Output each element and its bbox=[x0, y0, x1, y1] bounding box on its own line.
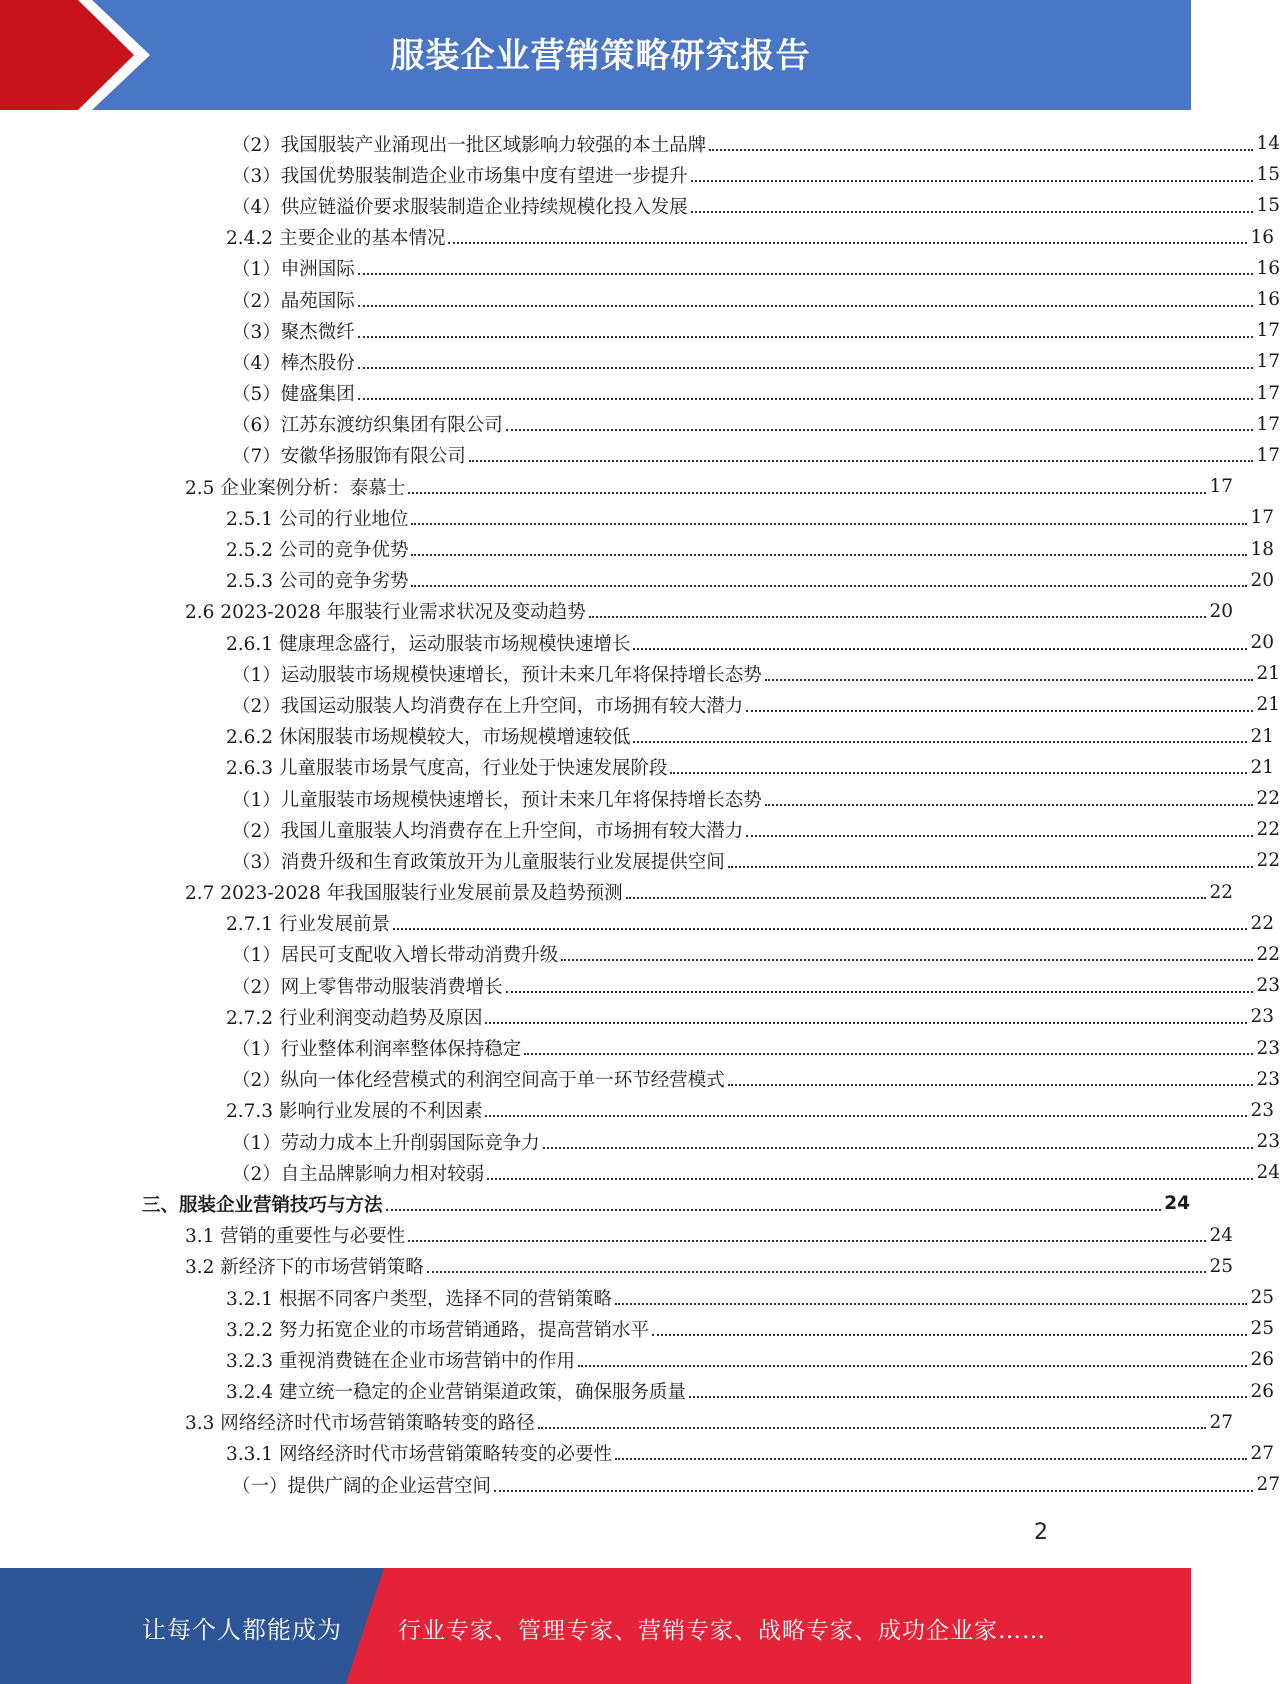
toc-dot-leader bbox=[487, 1178, 1253, 1180]
toc-entry[interactable] bbox=[0, 1376, 1274, 1407]
toc-entry-page: 20 bbox=[1250, 632, 1274, 654]
toc-dot-leader bbox=[578, 1365, 1247, 1367]
toc-entry-title: 3.2 新经济下的市场营销策略 bbox=[185, 1257, 424, 1279]
toc-entry-page: 14 bbox=[1256, 133, 1280, 155]
toc-dot-leader bbox=[408, 492, 1206, 494]
toc-dot-leader bbox=[485, 1022, 1247, 1024]
toc-entry-title: 2.7.1 行业发展前景 bbox=[226, 914, 390, 936]
toc-entry-page: 23 bbox=[1250, 1099, 1274, 1121]
toc-entry[interactable] bbox=[0, 159, 1280, 190]
toc-dot-leader bbox=[411, 523, 1247, 525]
toc-entry[interactable] bbox=[0, 1344, 1274, 1375]
toc-dot-leader bbox=[746, 835, 1253, 837]
toc-entry-title: （2）网上零售带动服装消费增长 bbox=[232, 976, 503, 998]
toc-entry-page: 16 bbox=[1250, 226, 1274, 248]
toc-entry-page: 17 bbox=[1256, 382, 1280, 404]
toc-entry[interactable] bbox=[0, 502, 1274, 533]
toc-dot-leader bbox=[358, 305, 1254, 307]
toc-dot-leader bbox=[485, 1115, 1247, 1117]
toc-entry-page: 27 bbox=[1250, 1442, 1274, 1464]
toc-entry-title: （2）我国运动服装人均消费存在上升空间，市场拥有较大潜力 bbox=[232, 695, 744, 717]
toc-entry[interactable] bbox=[0, 1220, 1233, 1251]
toc-entry[interactable] bbox=[0, 409, 1280, 440]
toc-dot-leader bbox=[728, 1084, 1254, 1086]
toc-dot-leader bbox=[652, 1334, 1247, 1336]
toc-dot-leader bbox=[765, 679, 1254, 681]
page-title: 服装企业营销策略研究报告 bbox=[390, 36, 811, 76]
toc-entry-title: 2.5.3 公司的竞争劣势 bbox=[226, 571, 409, 593]
toc-entry[interactable] bbox=[0, 596, 1233, 627]
toc-entry-title: （1）儿童服装市场规模快速增长，预计未来几年将保持增长态势 bbox=[232, 789, 762, 811]
toc-entry-page: 23 bbox=[1250, 1006, 1274, 1028]
toc-dot-leader bbox=[358, 367, 1254, 369]
toc-entry-page: 20 bbox=[1250, 569, 1274, 591]
footer-slogan-left: 让每个人都能成为 bbox=[142, 1616, 342, 1644]
toc-entry-title: （6）江苏东渡纺织集团有限公司 bbox=[232, 415, 503, 437]
toc-entry[interactable] bbox=[0, 440, 1280, 471]
toc-entry-page: 27 bbox=[1256, 1474, 1280, 1496]
toc-entry-title: （7）安徽华扬服饰有限公司 bbox=[232, 446, 466, 468]
toc-entry[interactable] bbox=[0, 689, 1280, 720]
toc-dot-leader bbox=[358, 336, 1254, 338]
toc-entry-title: （1）居民可支配收入增长带动消费升级 bbox=[232, 945, 559, 967]
toc-entry-title: （1）运动服装市场规模快速增长，预计未来几年将保持增长态势 bbox=[232, 664, 762, 686]
toc-entry-page: 15 bbox=[1256, 195, 1280, 217]
toc-entry-title: （3）我国优势服装制造企业市场集中度有望进一步提升 bbox=[232, 165, 688, 187]
toc-dot-leader bbox=[626, 897, 1207, 899]
toc-dot-leader bbox=[689, 1396, 1247, 1398]
toc-dot-leader bbox=[615, 1303, 1247, 1305]
toc-entry-page: 25 bbox=[1250, 1318, 1274, 1340]
toc-entry[interactable] bbox=[0, 1251, 1233, 1282]
toc-entry-title: （5）健盛集团 bbox=[232, 384, 355, 406]
toc-entry-title: 3.3.1 网络经济时代市场营销策略转变的必要性 bbox=[226, 1444, 612, 1466]
toc-entry-page: 25 bbox=[1250, 1287, 1274, 1309]
toc-entry[interactable] bbox=[0, 346, 1280, 377]
toc-dot-leader bbox=[386, 1209, 1162, 1211]
toc-entry[interactable] bbox=[0, 1407, 1233, 1438]
toc-dot-leader bbox=[670, 772, 1247, 774]
page-number: 2 bbox=[1034, 1520, 1048, 1545]
toc-dot-leader bbox=[691, 211, 1254, 213]
toc-entry-title: 2.6 2023-2028 年服装行业需求状况及变动趋势 bbox=[185, 602, 586, 624]
toc-entry-page: 22 bbox=[1256, 943, 1280, 965]
toc-entry-title: 2.4.2 主要企业的基本情况 bbox=[226, 228, 446, 250]
toc-entry-page: 26 bbox=[1250, 1380, 1274, 1402]
toc-dot-leader bbox=[358, 273, 1254, 275]
toc-entry-title: （4）棒杰股份 bbox=[232, 352, 355, 374]
toc-entry[interactable] bbox=[0, 752, 1274, 783]
toc-entry-page: 22 bbox=[1250, 912, 1274, 934]
toc-entry-page: 26 bbox=[1250, 1349, 1274, 1371]
toc-dot-leader bbox=[615, 1458, 1247, 1460]
toc-entry[interactable] bbox=[0, 315, 1280, 346]
toc-dot-leader bbox=[408, 1240, 1206, 1242]
toc-entry-title: （2）自主品牌影响力相对较弱 bbox=[232, 1163, 485, 1185]
toc-entry-title: （一）提供广阔的企业运营空间 bbox=[232, 1475, 492, 1497]
toc-entry[interactable] bbox=[0, 970, 1280, 1001]
toc-entry[interactable] bbox=[0, 939, 1280, 970]
toc-entry-title: （2）我国服装产业涌现出一批区域影响力较强的本土品牌 bbox=[232, 134, 707, 156]
toc-entry-page: 22 bbox=[1256, 850, 1280, 872]
toc-dot-leader bbox=[427, 1271, 1207, 1273]
toc-entry-page: 23 bbox=[1256, 1068, 1280, 1090]
toc-dot-leader bbox=[589, 616, 1207, 618]
toc-dot-leader bbox=[633, 741, 1247, 743]
toc-entry[interactable] bbox=[0, 658, 1280, 689]
toc-entry-title: 2.6.1 健康理念盛行，运动服装市场规模快速增长 bbox=[226, 633, 631, 655]
toc-dot-leader bbox=[393, 928, 1247, 930]
toc-entry[interactable] bbox=[0, 471, 1233, 502]
toc-dot-leader bbox=[765, 804, 1254, 806]
toc-entry[interactable] bbox=[0, 378, 1280, 409]
toc-entry-page: 16 bbox=[1256, 289, 1280, 311]
toc-entry-page: 21 bbox=[1250, 756, 1274, 778]
toc-entry-title: （2）我国儿童服装人均消费存在上升空间，市场拥有较大潜力 bbox=[232, 820, 744, 842]
toc-entry-page: 24 bbox=[1256, 1162, 1280, 1184]
toc-entry[interactable] bbox=[0, 1469, 1280, 1500]
toc-entry-title: 2.7 2023-2028 年我国服装行业发展前景及趋势预测 bbox=[185, 883, 623, 905]
toc-entry-page: 17 bbox=[1256, 444, 1280, 466]
toc-entry[interactable] bbox=[0, 1313, 1274, 1344]
toc-entry[interactable] bbox=[0, 253, 1280, 284]
toc-entry-title: 2.7.3 影响行业发展的不利因素 bbox=[226, 1101, 483, 1123]
toc-entry-page: 22 bbox=[1256, 788, 1280, 810]
toc-dot-leader bbox=[469, 460, 1254, 462]
toc-entry-page: 24 bbox=[1209, 1224, 1233, 1246]
toc-entry[interactable] bbox=[0, 908, 1274, 939]
toc-entry[interactable] bbox=[0, 190, 1280, 221]
toc-entry-title: 2.5.2 公司的竞争优势 bbox=[226, 540, 409, 562]
toc-entry-page: 25 bbox=[1209, 1255, 1233, 1277]
toc-entry-page: 27 bbox=[1209, 1411, 1233, 1433]
toc-entry-title: （3）消费升级和生育政策放开为儿童服装行业发展提供空间 bbox=[232, 851, 725, 873]
toc-entry[interactable] bbox=[0, 627, 1274, 658]
toc-entry[interactable] bbox=[0, 1126, 1280, 1157]
toc-entry-title: 2.5 企业案例分析：泰慕士 bbox=[185, 477, 406, 499]
page-footer bbox=[0, 1568, 1191, 1684]
toc-entry-page: 17 bbox=[1256, 351, 1280, 373]
toc-entry-page: 17 bbox=[1256, 413, 1280, 435]
toc-entry[interactable] bbox=[0, 565, 1274, 596]
toc-entry-title: 3.2.4 建立统一稳定的企业营销渠道政策，确保服务质量 bbox=[226, 1382, 686, 1404]
toc-dot-leader bbox=[506, 991, 1254, 993]
toc-entry-page: 22 bbox=[1256, 819, 1280, 841]
table-of-contents bbox=[0, 128, 1280, 1500]
toc-entry-title: 2.7.2 行业利润变动趋势及原因 bbox=[226, 1007, 483, 1029]
toc-dot-leader bbox=[691, 180, 1254, 182]
toc-entry[interactable] bbox=[0, 877, 1233, 908]
toc-entry-title: （4）供应链溢价要求服装制造企业持续规模化投入发展 bbox=[232, 196, 688, 218]
toc-dot-leader bbox=[543, 1147, 1254, 1149]
toc-dot-leader bbox=[709, 149, 1253, 151]
toc-entry-title: （1）行业整体利润率整体保持稳定 bbox=[232, 1039, 522, 1061]
toc-entry-page: 18 bbox=[1250, 538, 1274, 560]
toc-dot-leader bbox=[506, 429, 1254, 431]
toc-dot-leader bbox=[538, 1427, 1207, 1429]
toc-entry-page: 21 bbox=[1256, 694, 1280, 716]
toc-entry-title: （1）申洲国际 bbox=[232, 259, 355, 281]
toc-entry-page: 21 bbox=[1250, 725, 1274, 747]
toc-entry[interactable] bbox=[0, 1001, 1274, 1032]
toc-entry-page: 23 bbox=[1256, 975, 1280, 997]
toc-entry-page: 16 bbox=[1256, 257, 1280, 279]
toc-entry-title: 3.3 网络经济时代市场营销策略转变的路径 bbox=[185, 1413, 535, 1435]
toc-entry[interactable] bbox=[0, 1282, 1274, 1313]
toc-entry[interactable] bbox=[0, 533, 1274, 564]
toc-dot-leader bbox=[494, 1490, 1253, 1492]
toc-entry-page: 17 bbox=[1209, 476, 1233, 498]
toc-entry[interactable] bbox=[0, 721, 1274, 752]
toc-entry-title: 2.6.2 休闲服装市场规模较大，市场规模增速较低 bbox=[226, 727, 631, 749]
toc-entry-page: 24 bbox=[1164, 1193, 1190, 1215]
toc-entry[interactable] bbox=[0, 128, 1280, 159]
toc-entry-page: 23 bbox=[1256, 1037, 1280, 1059]
toc-dot-leader bbox=[358, 398, 1254, 400]
toc-entry-title: （3）聚杰微纤 bbox=[232, 321, 355, 343]
toc-entry-page: 21 bbox=[1256, 663, 1280, 685]
toc-dot-leader bbox=[728, 866, 1254, 868]
toc-dot-leader bbox=[411, 554, 1247, 556]
toc-entry[interactable] bbox=[0, 1095, 1274, 1126]
toc-dot-leader bbox=[524, 1053, 1253, 1055]
toc-entry[interactable] bbox=[0, 284, 1280, 315]
toc-entry[interactable] bbox=[0, 222, 1274, 253]
toc-entry[interactable] bbox=[0, 1438, 1274, 1469]
toc-entry-page: 20 bbox=[1209, 600, 1233, 622]
toc-entry-page: 17 bbox=[1256, 320, 1280, 342]
toc-entry-title: 三、服装企业营销技巧与方法 bbox=[142, 1194, 383, 1216]
toc-entry-title: （2）纵向一体化经营模式的利润空间高于单一环节经营模式 bbox=[232, 1070, 725, 1092]
page-header bbox=[0, 0, 1191, 110]
toc-dot-leader bbox=[746, 710, 1253, 712]
toc-entry[interactable] bbox=[0, 783, 1280, 814]
toc-dot-leader bbox=[448, 242, 1247, 244]
toc-entry-title: （1）劳动力成本上升削弱国际竞争力 bbox=[232, 1132, 540, 1154]
toc-entry-title: （2）晶苑国际 bbox=[232, 290, 355, 312]
toc-entry-page: 15 bbox=[1256, 164, 1280, 186]
toc-entry-title: 2.6.3 儿童服装市场景气度高，行业处于快速发展阶段 bbox=[226, 758, 668, 780]
toc-entry-page: 23 bbox=[1256, 1131, 1280, 1153]
toc-entry[interactable] bbox=[0, 1157, 1280, 1188]
toc-entry[interactable] bbox=[0, 845, 1280, 876]
toc-entry[interactable] bbox=[0, 814, 1280, 845]
toc-entry[interactable] bbox=[0, 1188, 1190, 1219]
toc-entry-page: 17 bbox=[1250, 507, 1274, 529]
toc-entry-page: 22 bbox=[1209, 881, 1233, 903]
toc-dot-leader bbox=[633, 648, 1247, 650]
toc-entry[interactable] bbox=[0, 1032, 1280, 1063]
toc-entry-title: 2.5.1 公司的行业地位 bbox=[226, 508, 409, 530]
toc-dot-leader bbox=[411, 585, 1247, 587]
footer-slogan-right: 行业专家、管理专家、营销专家、战略专家、成功企业家…… bbox=[398, 1618, 1046, 1644]
toc-entry-title: 3.2.2 努力拓宽企业的市场营销通路，提高营销水平 bbox=[226, 1319, 649, 1341]
toc-entry-title: 3.2.3 重视消费链在企业市场营销中的作用 bbox=[226, 1350, 575, 1372]
toc-entry-title: 3.1 营销的重要性与必要性 bbox=[185, 1226, 406, 1248]
toc-entry[interactable] bbox=[0, 1064, 1280, 1095]
toc-entry-title: 3.2.1 根据不同客户类型，选择不同的营销策略 bbox=[226, 1288, 612, 1310]
toc-dot-leader bbox=[561, 959, 1253, 961]
